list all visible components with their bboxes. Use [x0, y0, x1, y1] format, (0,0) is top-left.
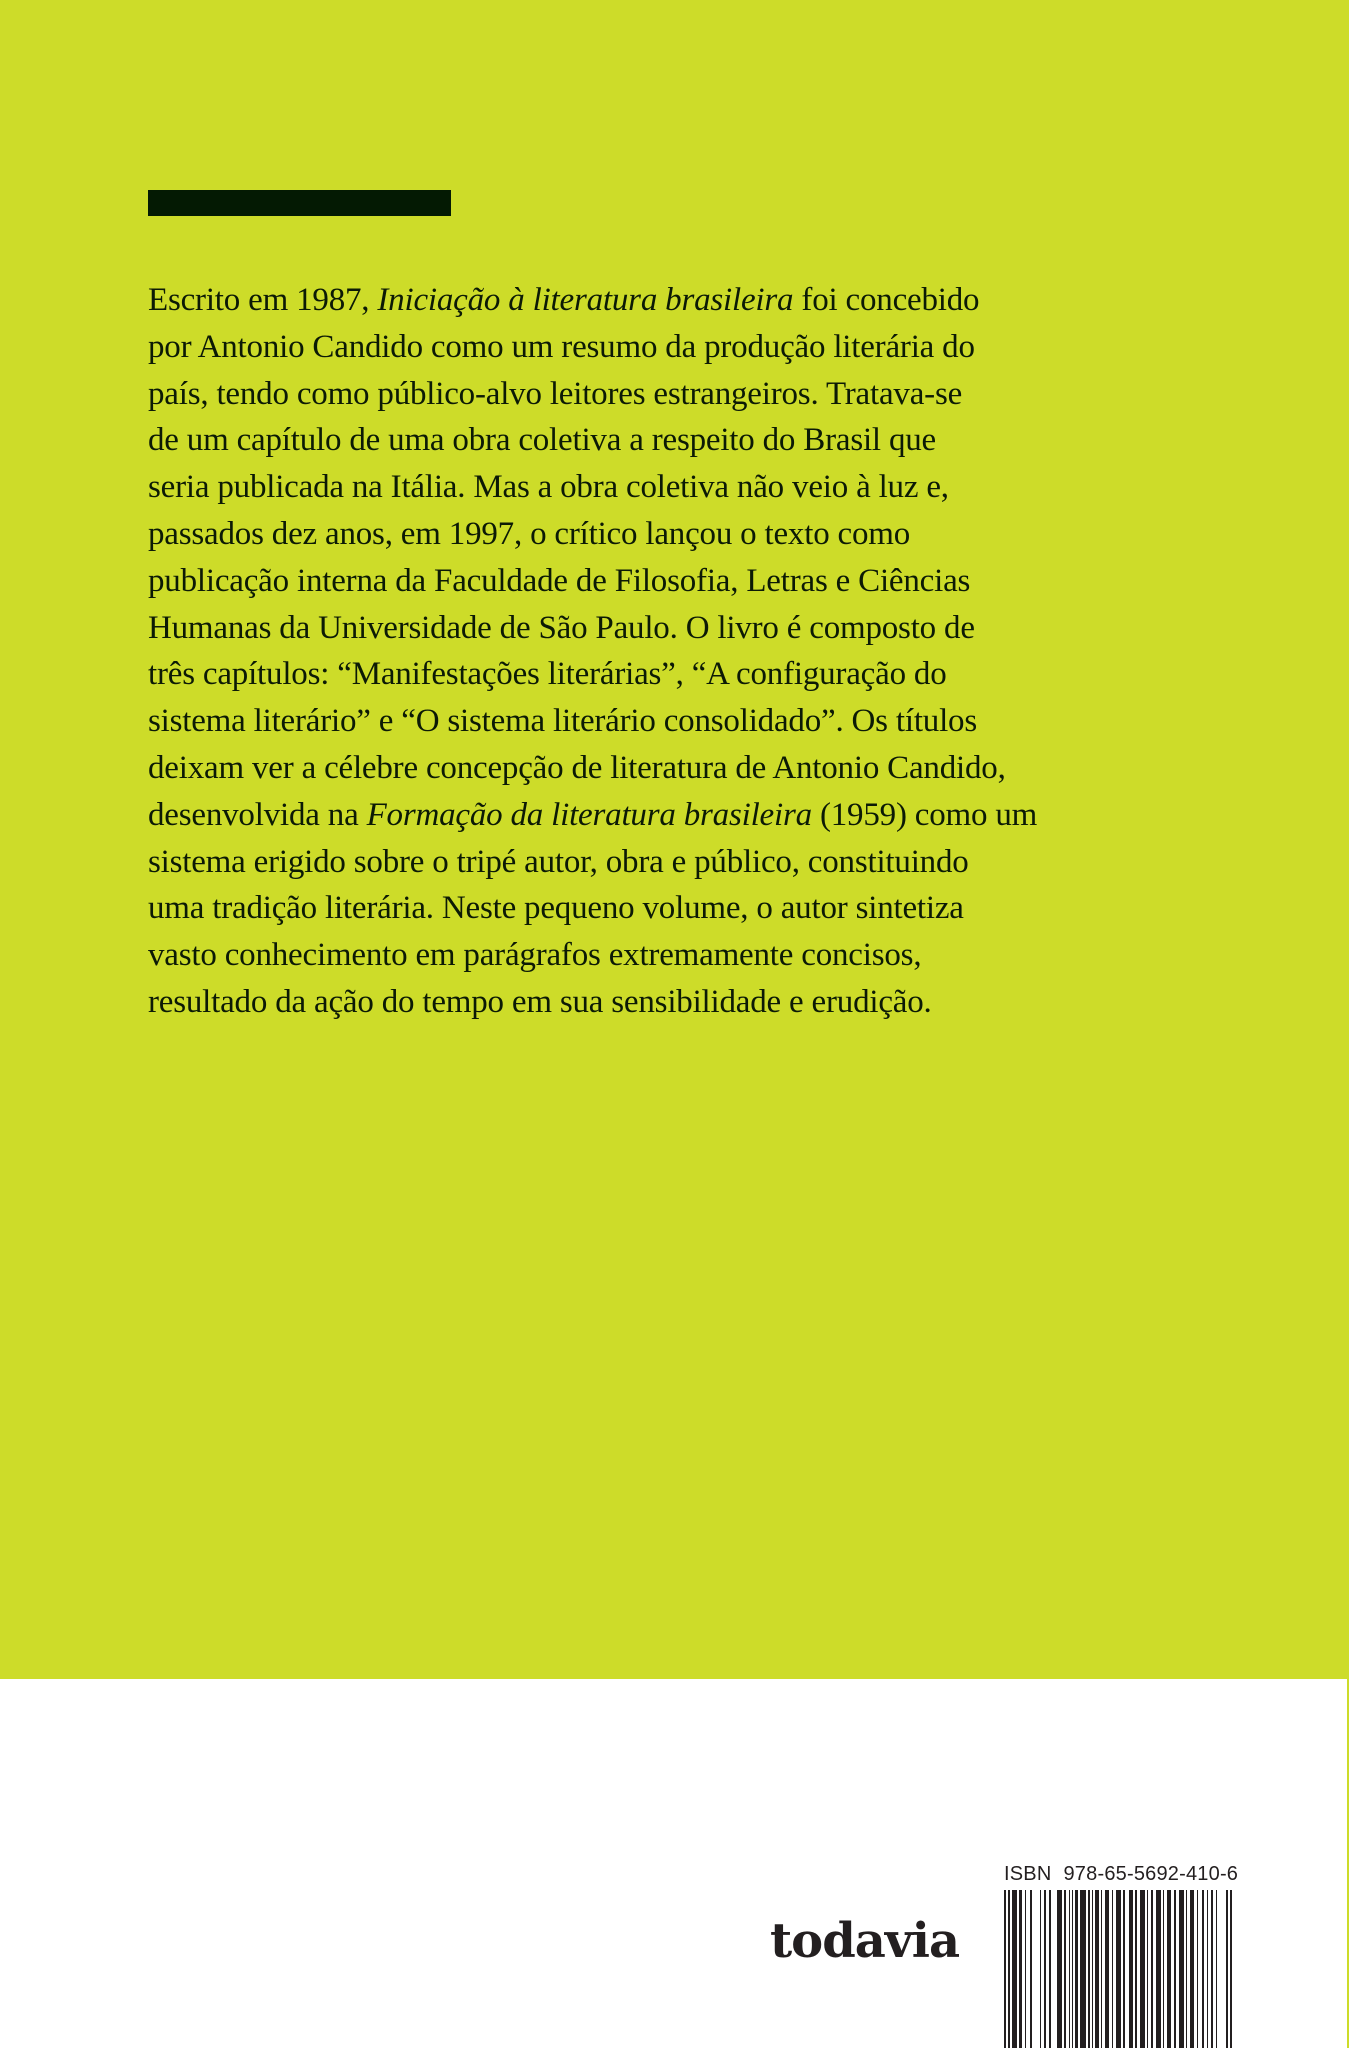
blurb-text: Escrito em 1987, [148, 282, 378, 318]
blurb-line [148, 839, 1158, 886]
blurb-text: foi concebido [793, 282, 980, 318]
blurb-line [148, 558, 1158, 605]
blurb-text: sistema literário” e “O sistema literário consolidado”. Os títulos [148, 703, 977, 740]
blurb-text: (1959) como um [811, 796, 1038, 833]
isbn-label-block [1004, 1864, 1244, 1884]
publisher-logo: todavia [770, 1913, 960, 1969]
blurb-line [148, 651, 1158, 698]
blurb-text: passados dez anos, em 1997, o crítico lançou o texto como [148, 515, 911, 552]
blurb-line [148, 792, 1158, 839]
blurb-line [148, 745, 1158, 792]
blurb-text: deixam ver a célebre concepção de literatura de Antonio Candido, [148, 749, 1006, 786]
blurb-text: três capítulos: “Manifestações literárias”, “A configuração do [148, 656, 947, 693]
book-title-italic: Iniciação à literatura brasileira [377, 282, 794, 318]
blurb-text: publicação interna da Faculdade de Filosofia, Letras e Ciências [148, 562, 971, 599]
blurb-text: por Antonio Candido como um resumo da produção literária do [148, 328, 975, 365]
blurb-line [148, 464, 1158, 511]
blurb-text: seria publicada na Itália. Mas a obra coletiva não veio à luz e, [148, 469, 949, 506]
blurb-text: de um capítulo de uma obra coletiva a respeito do Brasil que [148, 422, 936, 459]
blurb-line [148, 932, 1158, 979]
blurb-text: sistema erigido sobre o tripé autor, obra e público, constituindo [148, 843, 969, 880]
decorative-rule-bar [148, 190, 451, 216]
barcode-icon [1004, 1890, 1244, 2048]
blurb-line [148, 417, 1158, 464]
isbn-label: ISBN [1004, 1863, 1052, 1885]
blurb-line [148, 605, 1158, 652]
blurb-line [148, 698, 1158, 745]
blurb-text: desenvolvida na [148, 796, 367, 833]
blurb-line [148, 885, 1158, 932]
blurb-text: país, tendo como público-alvo leitores estrangeiros. Tratava-se [148, 375, 963, 412]
barcode-graphic [1004, 1890, 1244, 2048]
blurb-text: resultado da ação do tempo em sua sensibilidade e erudição. [148, 983, 932, 1020]
back-cover-blurb [148, 277, 1158, 1026]
isbn-text [1004, 1864, 1244, 1884]
blurb-text: vasto conhecimento em parágrafos extremamente concisos, [148, 937, 922, 974]
blurb-line [148, 277, 1158, 324]
blurb-text: uma tradição literária. Neste pequeno volume, o autor sintetiza [148, 890, 964, 927]
blurb-line [148, 979, 1158, 1026]
book-title-italic: Formação da literatura brasileira [366, 796, 812, 833]
blurb-line [148, 324, 1158, 371]
blurb-text: Humanas da Universidade de São Paulo. O livro é composto de [148, 609, 975, 646]
blurb-line [148, 511, 1158, 558]
blurb-line [148, 371, 1158, 418]
isbn-number: 978-65-5692-410-6 [1063, 1863, 1239, 1885]
